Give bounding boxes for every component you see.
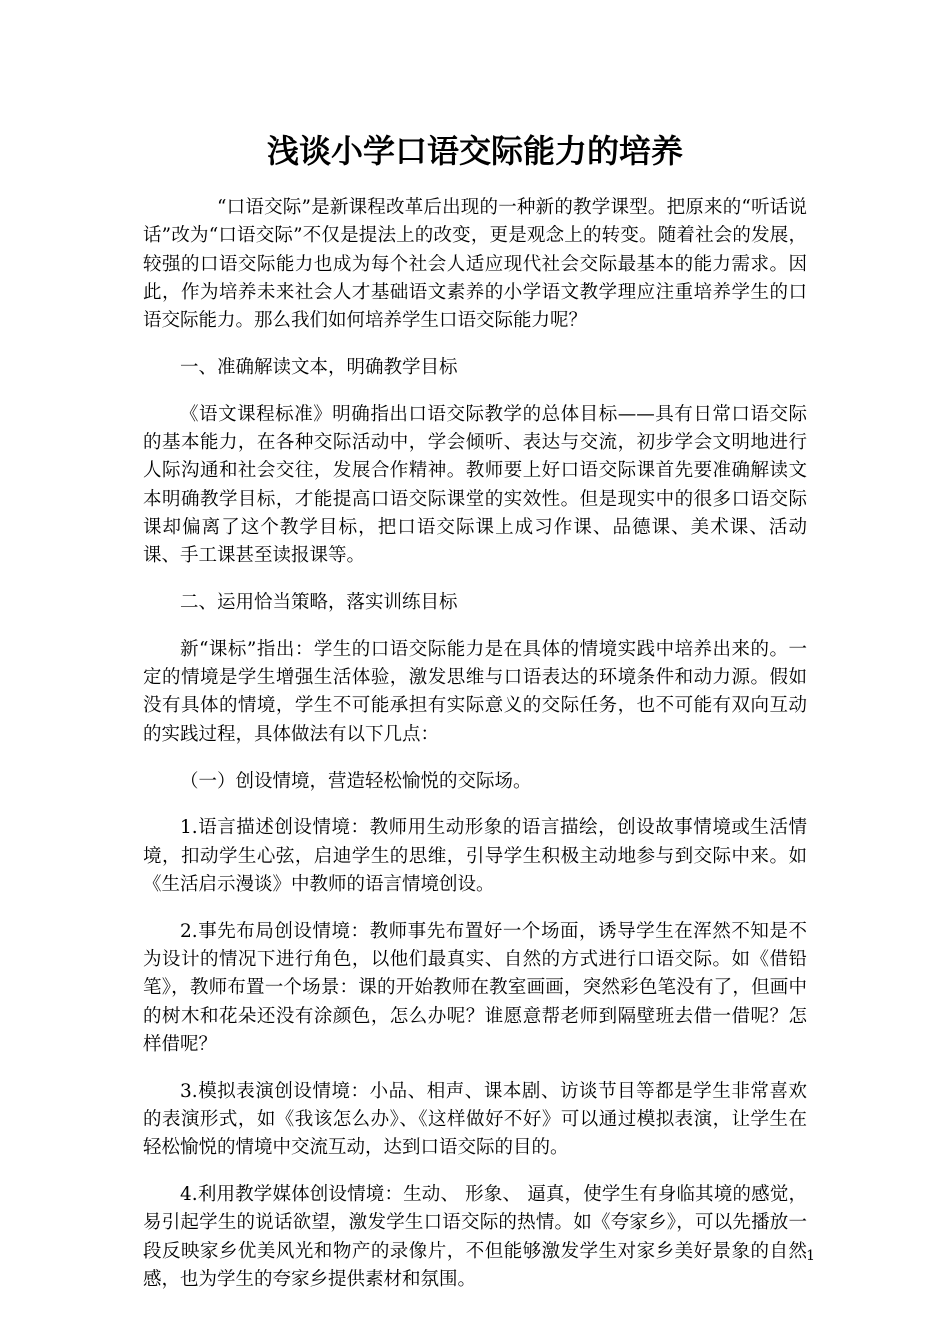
subsection-heading-1: （一）创设情境，营造轻松愉悦的交际场。 bbox=[180, 770, 532, 792]
intro-paragraph: “口语交际”是新课程改革后出现的一种新的教学课型。把原来的“听话说话”改为“口语交际”不仅是提法上的改变，更是观念上的转变。随着社会的发展，较强的口语交际能力也成为每个社会人适应现代社会交际最基本的能力需求。因此，作为培养未来社会人才基础语文素养的小学语文教学理应注重培养学生的口语交际能力。那么我们如何培养学生口语交际能力呢？ bbox=[143, 197, 807, 332]
document-title: 浅谈小学口语交际能力的培养 bbox=[266, 132, 683, 170]
list-item-2: 2.事先布局创设情境：教师事先布置好一个场面，诱导学生在浑然不知是不为设计的情况下进行角色，以他们最真实、自然的方式进行口语交际。如《借铅笔》，教师布置一个场景：课的开始教师在教室画画，突然彩色笔没有了，但画中的树木和花朵还没有涂颜色，怎么办呢？谁愿意帮老师到隔壁班去借一借呢？怎样借呢？ bbox=[143, 920, 807, 1055]
list-item-1: 1.语言描述创设情境：教师用生动形象的语言描绘，创设故事情境或生活情境，扣动学生心弦，启迪学生的思维，引导学生积极主动地参与到交际中来。如《生活启示漫谈》中教师的语言情境创设。 bbox=[143, 817, 807, 895]
section-1-paragraph: 《语文课程标准》明确指出口语交际教学的总体目标——具有日常口语交际的基本能力，在各种交际活动中，学会倾听、表达与交流，初步学会文明地进行人际沟通和社会交往，发展合作精神。教师要上好口语交际课首先要准确解读文本明确教学目标，才能提高口语交际课堂的实效性。但是现实中的很多口语交际课却偏离了这个教学目标，把口语交际课上成习作课、品德课、美术课、活动课、手工课甚至读报课等。 bbox=[143, 403, 807, 567]
document-body bbox=[143, 194, 807, 1313]
list-item-4: 4.利用教学媒体创设情境：生动、 形象、 逼真，使学生有身临其境的感觉，易引起学生的说话欲望，激发学生口语交际的热情。如《夸家乡》，可以先播放一段反映家乡优美风光和物产的录像片，不但能够激发学生对家乡美好景象的自然感，也为学生的夸家乡提供素材和氛围。 bbox=[143, 1184, 807, 1290]
section-2-paragraph: 新“课标”指出：学生的口语交际能力是在具体的情境实践中培养出来的。一定的情境是学生增强生活体验，激发思维与口语表达的环境条件和动力源。假如没有具体的情境，学生不可能承担有实际意义的交际任务，也不可能有双向互动的实践过程，具体做法有以下几点： bbox=[143, 638, 807, 745]
section-heading-2: 二、运用恰当策略，落实训练目标 bbox=[180, 592, 458, 614]
list-item-3: 3.模拟表演创设情境：小品、相声、课本剧、访谈节目等都是学生非常喜欢的表演形式，如《我该怎么办》、《这样做好不好》可以通过模拟表演，让学生在轻松愉悦的情境中交流互动，达到口语交际的目的。 bbox=[143, 1080, 807, 1159]
page-number: 1 bbox=[806, 1248, 815, 1264]
section-heading-1: 一、准确解读文本，明确教学目标 bbox=[180, 356, 458, 378]
